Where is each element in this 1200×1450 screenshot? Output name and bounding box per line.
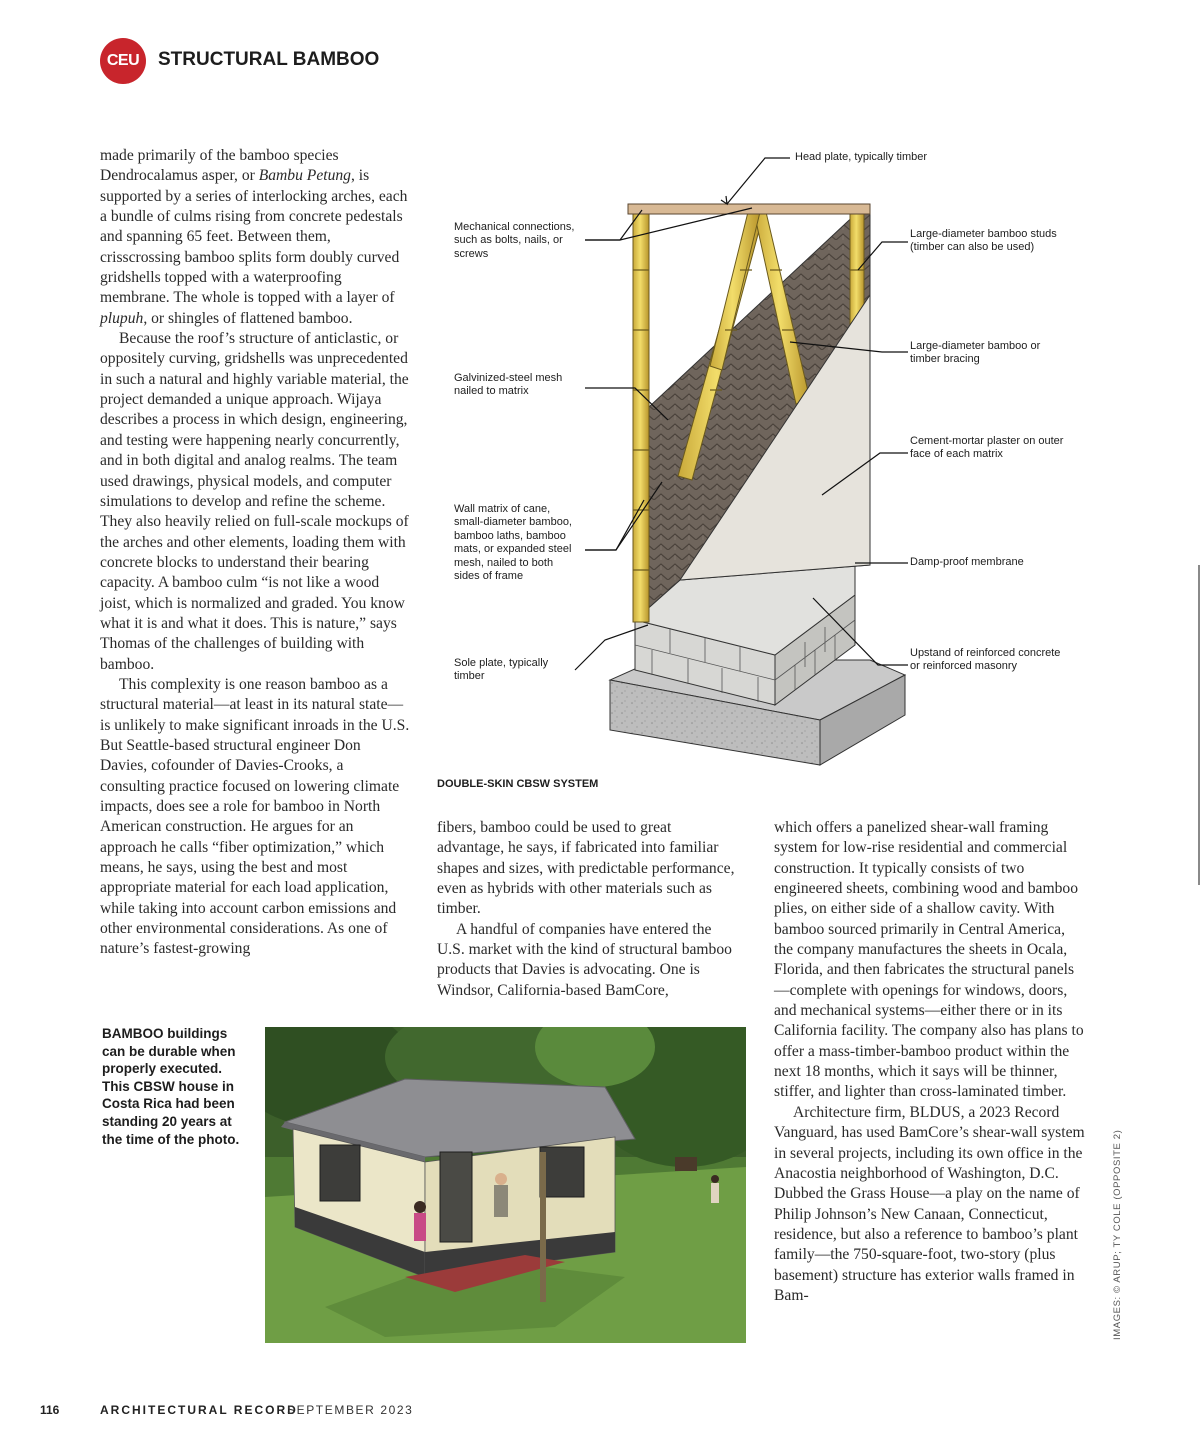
label-steel-mesh: Galvinized-steel mesh nailed to matrix <box>454 372 563 398</box>
bamboo-stud <box>633 212 649 622</box>
diagram-caption: DOUBLE-SKIN CBSW SYSTEM <box>437 778 599 790</box>
house-photo <box>265 1027 746 1343</box>
paragraph: fibers, bamboo could be used to great advantage, he says, if fabricated into familiar shapes and sizes, with predictable performance, even as hybrids with other materials such as timber. <box>437 819 735 918</box>
house-door <box>440 1152 472 1242</box>
label-sole-plate: Sole plate, typically timber <box>454 657 549 683</box>
house-window <box>540 1147 584 1197</box>
house-window <box>320 1145 360 1201</box>
label-head-plate: Head plate, typically timber <box>795 151 928 163</box>
article-column-2 <box>437 818 737 1001</box>
label-damp-proof: Damp-proof membrane <box>910 556 1024 568</box>
page-number: 116 <box>40 1403 60 1417</box>
label-mechanical-connections: Mechanical connections, such as bolts, nails, or screws <box>454 221 575 260</box>
label-wall-matrix: Wall matrix of cane, small-diameter bamboo, bamboo laths, bamboo mats, or expanded steel mesh, nailed to both sides of frame <box>454 503 572 583</box>
paragraph: A handful of companies have entered the U.S. market with the kind of structural bamboo products that Davies is advocating. One is Windsor, California-based BamCore, <box>437 920 732 999</box>
image-credit: IMAGES: © ARUP; TY COLE (OPPOSITE 2) <box>1112 1129 1123 1340</box>
paragraph: which offers a panelized shear-wall framing system for low-rise residential and commercial construction. It typically consists of two engineered sheets, combining wood and bamboo plies, on either side of a shallow cavity. With bamboo sourced primarily in Central America, the company manufactures the sheets in Ocala, Florida, and then fabricates the structural panels—complete with openings for windows, doors, and mechanical systems—either there or in its California facility. The company also has plans to offer a mass-timber-bamboo product within the next 18 months, which it says will be thinner, stiffer, and lighter than cross-laminated timber. <box>774 819 1084 1101</box>
paragraph: This complexity is one reason bamboo as a structural material—at least in its natural state—is unlikely to make significant inroads in the U.S. But Seattle-based structural engineer Don Davies, cofounder of Davies-Crooks, a consulting practice focused on lowering climate impacts, does see a role for bamboo in North American construction. He argues for an approach he calls “fiber optimization,” which means, he says, using the best and most appropriate material for each load application, while taking into account carbon emissions and other environmental considerations. As one of nature’s fastest-growing <box>100 675 410 958</box>
label-bracing: Large-diameter bamboo or timber bracing <box>910 340 1041 366</box>
publication-name: ARCHITECTURAL RECORD <box>100 1403 298 1417</box>
paragraph: Because the roof’s structure of anticlastic, or oppositely curving, gridshells was unprecedented in such a natural and highly variable material, the project demanded a unique approach. Wijaya describes a process in which design, engineering, and testing were happening nearly concurrently, and in both digital and analog realms. The team used drawings, physical models, and computer simulations to develop and refine the scheme. They also heavily relied on full-scale mockups of the arches and other elements, loading them with concrete blocks to understand their bearing capacity. A bamboo culm “is not like a wood joist, which is normalized and graded. You know what it is and what it does. This is nature,” says Thomas of the challenges of building with bamboo. <box>100 330 409 673</box>
issue-date: SEPTEMBER 2023 <box>287 1403 414 1417</box>
section-title: STRUCTURAL BAMBOO <box>158 49 380 70</box>
paragraph: Architecture firm, BLDUS, a 2023 Record Vanguard, has used BamCore’s shear-wall system in several projects, including its own office in the Anacostia neighborhood of Washington, D.C. Dubbed the Grass House—a play on the name of Philip Johnson’s New Canaan, Connecticut, residence, but also a reference to bamboo’s plant family—the 750-square-foot, two-story (plus basement) structure has exterior walls framed in Bam- <box>774 1103 1085 1304</box>
label-upstand: Upstand of reinforced concrete or reinforced masonry <box>910 647 1061 673</box>
ceu-badge: CEU <box>100 38 146 84</box>
photo-caption: BAMBOO buildings can be durable when properly executed. This CBSW house in Costa Rica had been standing 20 years at the time of the photo. <box>102 1026 240 1147</box>
article-column-3 <box>774 818 1086 1306</box>
label-plaster: Cement-mortar plaster on outer face of each matrix <box>910 435 1064 461</box>
label-bamboo-studs: Large-diameter bamboo studs (timber can also be used) <box>910 228 1057 254</box>
paragraph: made primarily of the bamboo species Dendrocalamus asper, or Bambu Petung, is supported by a series of interlocking arches, each a bundle of culms rising from concrete pedestals and spanning 65 feet. Between them, crisscrossing bamboo splits form doubly curved gridshells topped with a waterproofing membrane. The whole is topped with a layer of plupuh, or shingles of flattened bamboo. <box>100 147 408 327</box>
article-column-1 <box>100 146 410 960</box>
